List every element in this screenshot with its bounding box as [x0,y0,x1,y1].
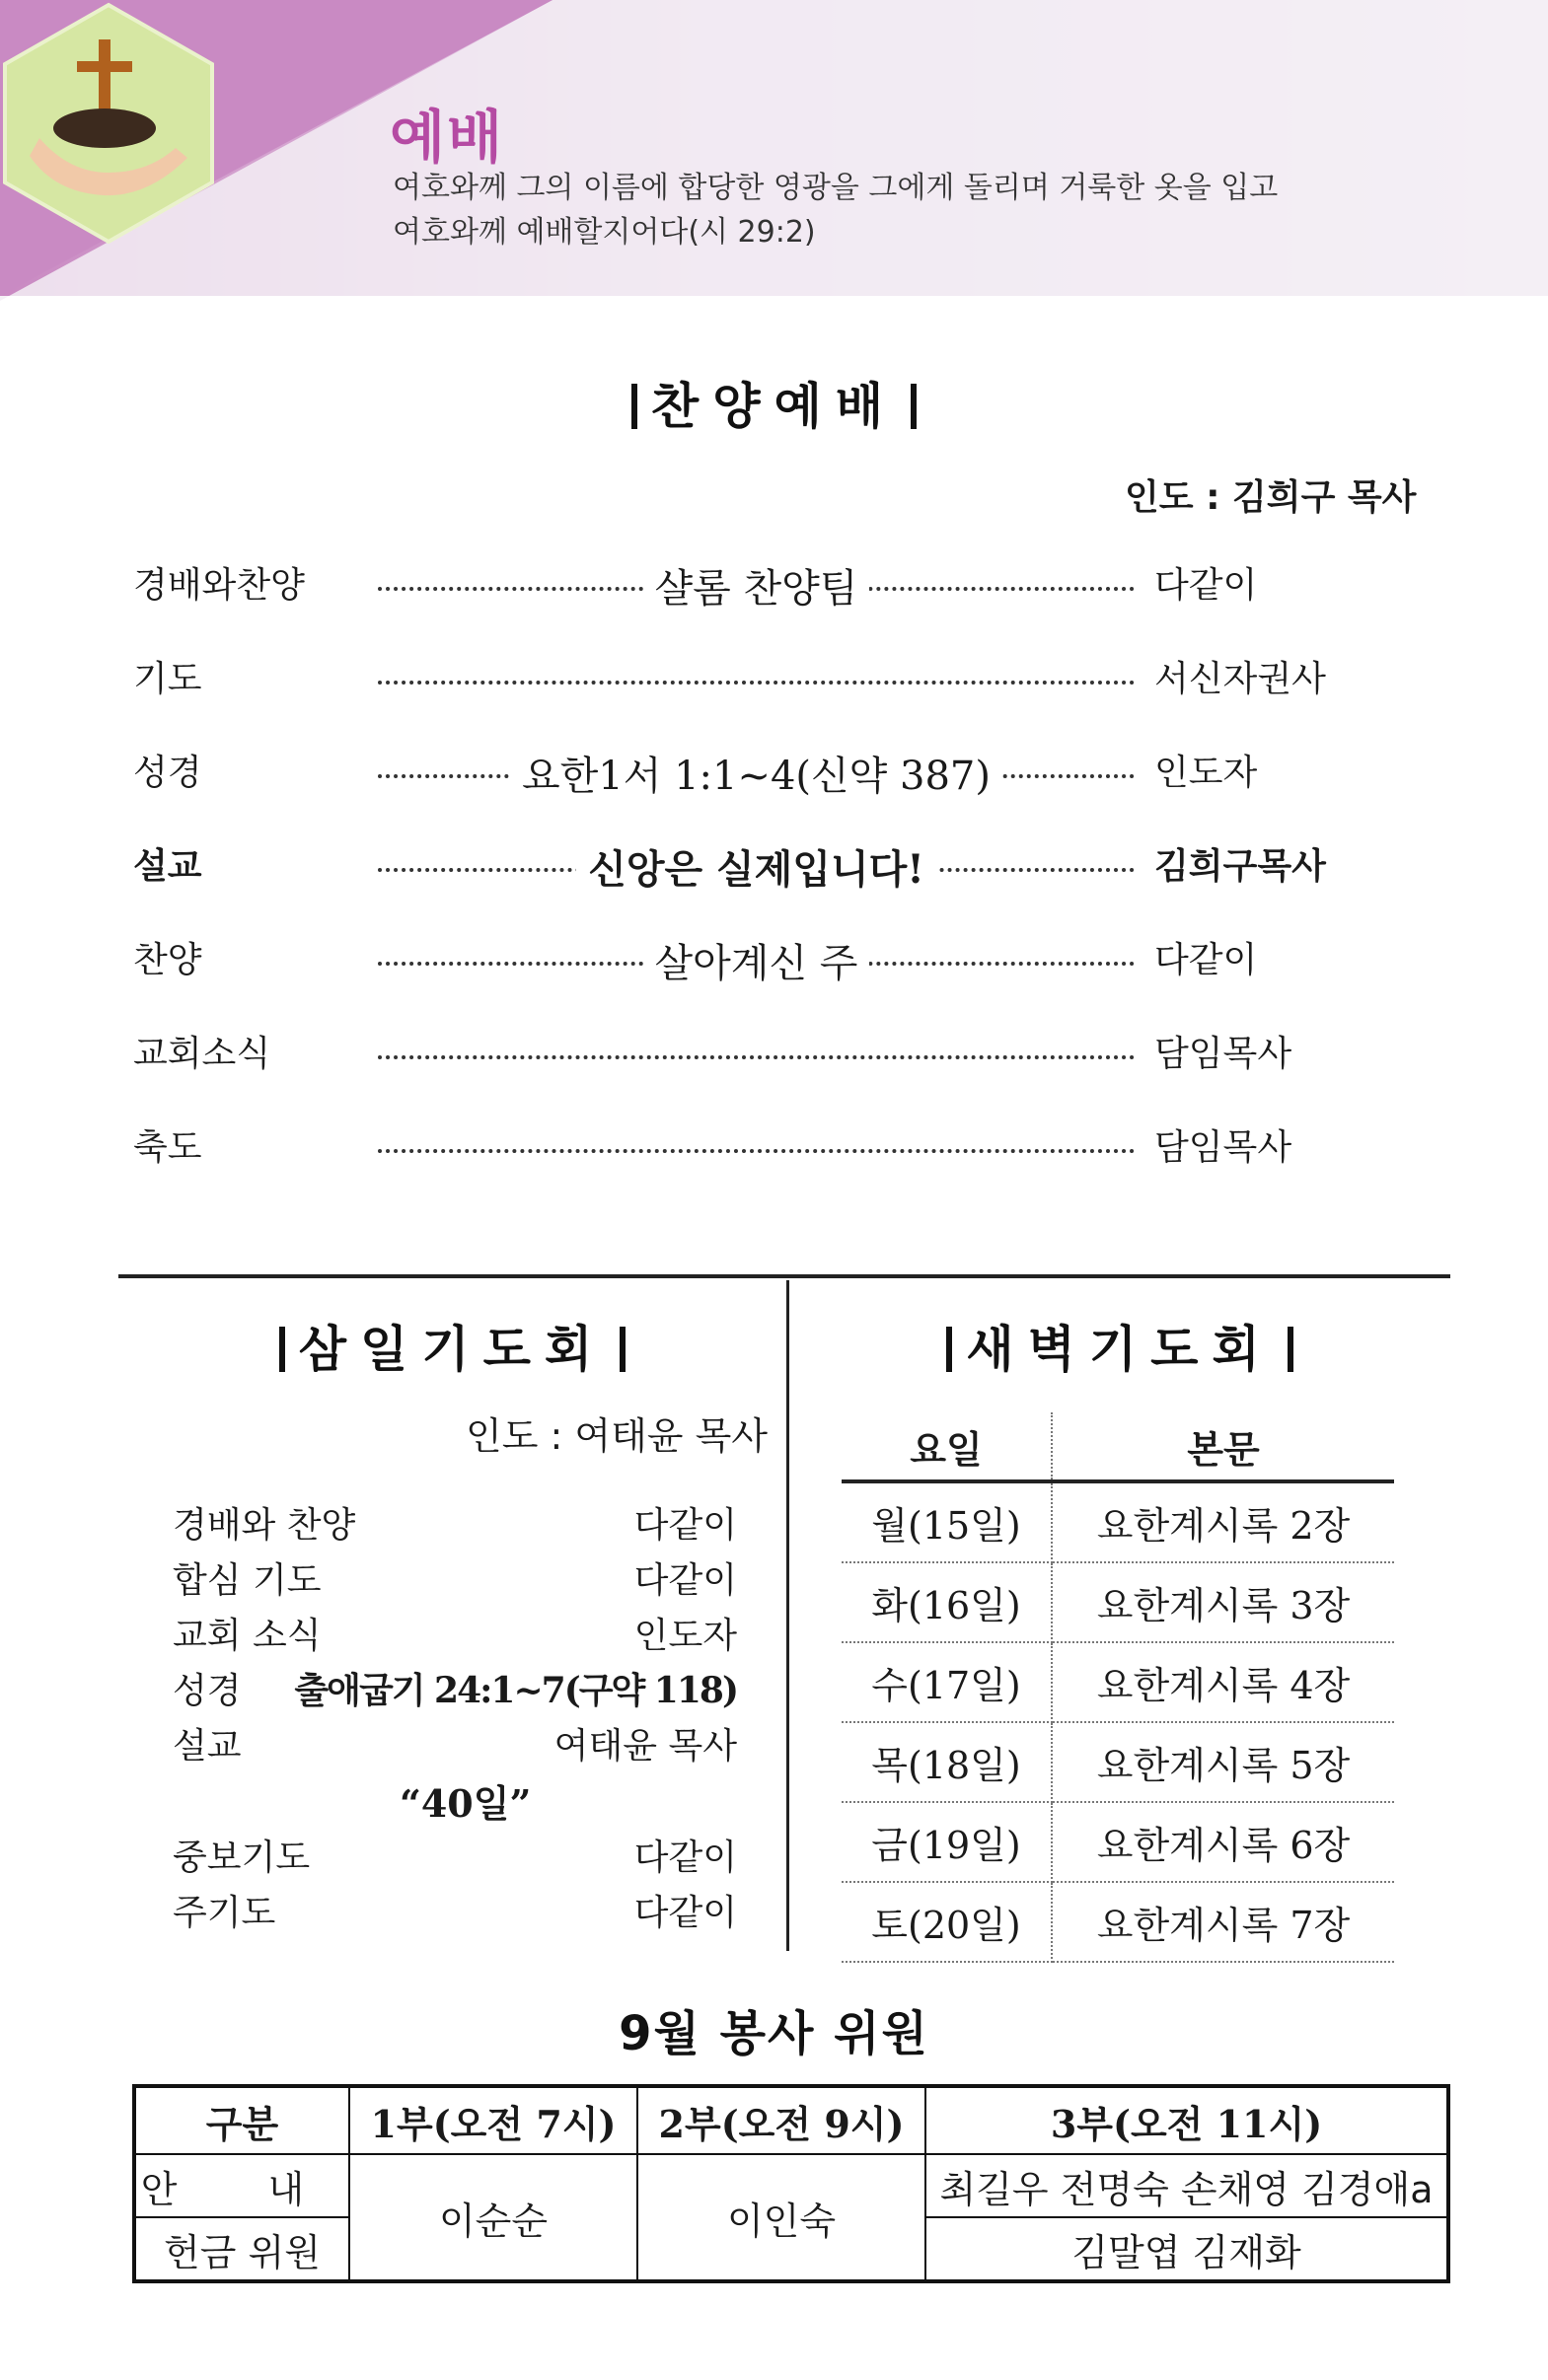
wednesday-prayer-title [118,1310,786,1381]
table-cell-text: 요한계시록 5장 [1052,1722,1394,1802]
service-item-person: 다같이 [1154,940,1258,980]
wednesday-item-label: 합심 기도 [173,1560,322,1601]
row-label-usher: 안 내 [134,2154,349,2217]
table-cell-day: 금(19일) [842,1802,1052,1882]
wednesday-item-value: 여태윤 목사 [553,1726,737,1767]
service-item [133,651,1421,710]
wednesday-item-value: 인도자 [633,1616,737,1656]
table-row [842,1481,1394,1562]
row-label-offering: 헌금 위원 [134,2217,349,2281]
table-header-row [842,1412,1394,1481]
wednesday-item-label: 성경 [173,1671,242,1711]
service-2-volunteers: 이인숙 [637,2154,925,2281]
cross-emblem-icon [0,0,227,247]
table-row [134,2154,1448,2217]
service-item-label: 축도 [133,1127,202,1168]
table-row [842,1642,1394,1722]
title-bar-right [620,1327,626,1372]
wednesday-prayer-title-text: 삼일기도회 [298,1321,607,1378]
header-background [0,0,1548,301]
service-item-label: 교회소식 [133,1034,271,1074]
dawn-prayer-title [789,1310,1450,1381]
wednesday-item-label: 중보기도 [173,1838,311,1878]
table-header-service-3: 3부(오전 11시) [925,2086,1448,2154]
service-item-content: 요한1서 1:1~4(신약 387) [510,754,1002,799]
table-header-row [134,2086,1448,2154]
service-3-ushers: 최길우 전명숙 손채영 김경애a [925,2154,1448,2217]
service-item-person: 김희구목사 [1154,846,1326,887]
leader-dots [378,1149,1135,1153]
service-item [133,1119,1421,1179]
title-bar-right [911,384,917,429]
service-item-label: 성경 [133,753,202,793]
praise-service-title-text: 찬양예배 [650,378,898,435]
header-verse-line-1: 여호와께 그의 이름에 합당한 영광을 그에게 돌리며 거룩한 옷을 입고 [393,171,1279,205]
service-item-label: 찬양 [133,940,202,980]
table-header-service-1: 1부(오전 7시) [349,2086,637,2154]
service-item-label: 설교 [133,846,202,887]
table-cell-day: 수(17일) [842,1642,1052,1722]
title-bar-right [1288,1327,1293,1372]
wednesday-item-label: 설교 [173,1726,242,1767]
dawn-prayer-title-text: 새벽기도회 [966,1321,1274,1378]
volunteers-title: 9월 봉사 위원 [619,2006,929,2061]
service-item-content: 샬롬 찬양팀 [643,566,870,612]
service-item-person: 다같이 [1154,565,1258,606]
wednesday-sermon-title: “40일” [400,1781,532,1826]
table-row [842,1802,1394,1882]
service-1-volunteers: 이순순 [349,2154,637,2281]
section-divider [118,1274,1450,1278]
table-row [842,1882,1394,1962]
service-3-offering: 김말엽 김재화 [925,2217,1448,2281]
leader-dots [378,1055,1135,1059]
header-banner [0,0,1548,301]
service-item [133,932,1421,991]
table-cell-day: 토(20일) [842,1882,1052,1962]
wednesday-item-value: 다같이 [633,1893,737,1933]
header-verse-line-2: 여호와께 예배할지어다(시 29:2) [393,215,816,250]
service-item-content: 살아계신 주 [643,941,870,986]
wednesday-prayer-leader: 인도 : 여태윤 목사 [466,1414,768,1458]
wednesday-item-value: 다같이 [633,1505,737,1546]
dawn-prayer-table [842,1412,1394,1963]
praise-service-title [0,367,1548,438]
table-header-day: 요일 [842,1412,1052,1481]
service-item-label: 경배와찬양 [133,565,305,606]
table-cell-text: 요한계시록 2장 [1052,1481,1394,1562]
table-cell-text: 요한계시록 4장 [1052,1642,1394,1722]
wednesday-item-value: 출애굽기 24:1~7(구약 118) [294,1670,737,1711]
table-header-service-2: 2부(오전 9시) [637,2086,925,2154]
wednesday-item-value: 다같이 [633,1838,737,1878]
title-bar-left [631,384,637,429]
service-item [133,1026,1421,1085]
wednesday-item-label: 교회 소식 [173,1616,322,1656]
title-bar-left [946,1327,952,1372]
table-cell-text: 요한계시록 6장 [1052,1802,1394,1882]
service-item-person: 서신자권사 [1154,659,1326,699]
service-item-person: 담임목사 [1154,1127,1292,1168]
praise-service-leader: 인도 : 김희구 목사 [1125,477,1417,518]
service-item [133,838,1421,898]
table-header-text: 본문 [1052,1412,1394,1481]
leader-dots [378,681,1135,685]
service-item-label: 기도 [133,659,202,699]
table-cell-text: 요한계시록 3장 [1052,1562,1394,1642]
table-row [842,1562,1394,1642]
table-header-category: 구분 [134,2086,349,2154]
table-row [842,1722,1394,1802]
volunteers-table [132,2084,1450,2283]
wednesday-item-value: 다같이 [633,1560,737,1601]
service-item [133,557,1421,616]
table-cell-day: 목(18일) [842,1722,1052,1802]
service-item-person: 인도자 [1154,753,1258,793]
table-cell-day: 화(16일) [842,1562,1052,1642]
header-title: 예배 [390,104,505,171]
table-cell-day: 월(15일) [842,1481,1052,1562]
title-bar-left [279,1327,285,1372]
wednesday-item-label: 주기도 [173,1893,276,1933]
wednesday-item-label: 경배와 찬양 [173,1505,356,1546]
service-item [133,745,1421,804]
service-item-person: 담임목사 [1154,1034,1292,1074]
table-cell-text: 요한계시록 7장 [1052,1882,1394,1962]
service-item-content: 신앙은 실제입니다! [576,846,936,893]
column-divider [786,1280,789,1951]
